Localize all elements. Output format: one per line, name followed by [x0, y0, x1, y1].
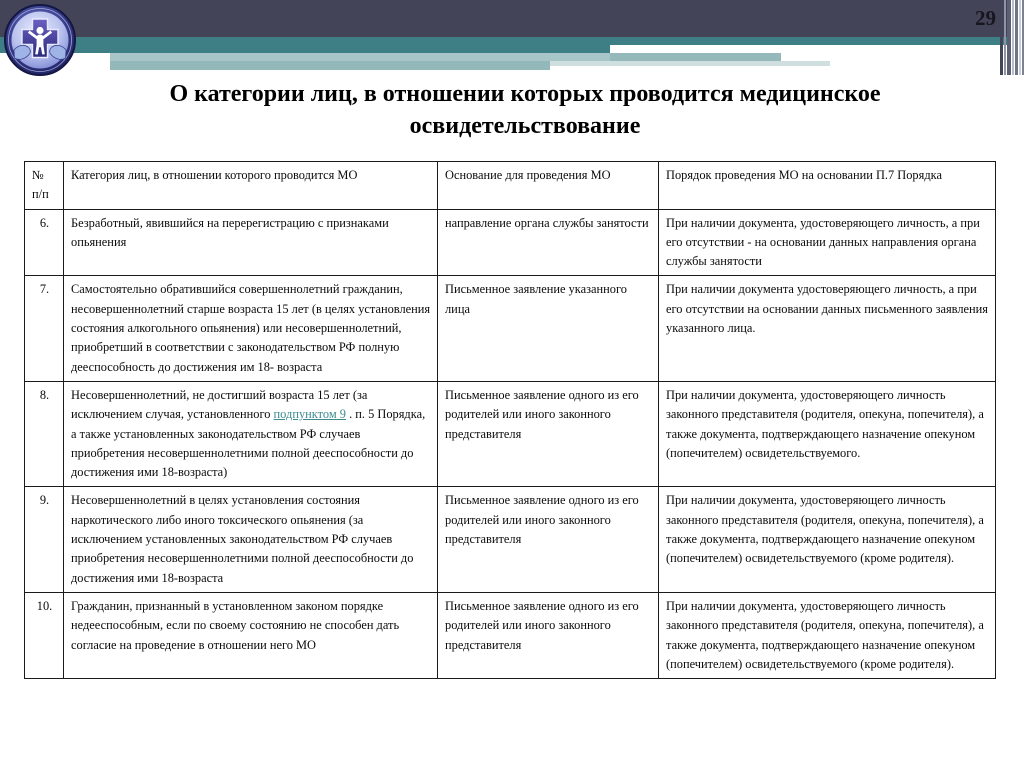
page-number: 29: [975, 6, 996, 30]
column-header-number-line2: п/п: [32, 187, 49, 202]
slide-title: О категории лиц, в отношении которых проводится медицинское освидетельствование: [169, 81, 881, 139]
row-category: Самостоятельно обратившийся совершеннолетний гражданин, несовершеннолетний старше возраста 15 лет (в целях установления состояния алкогольного опьянения) или несовершеннолетний, приобретший в соответствии с законодательством РФ полную дееспособность до достижения им 18- возраста: [64, 276, 438, 381]
row-category-text-before-link: Несовершеннолетний, не достигший возраста 15 лет (за исключением случая, установленного: [71, 387, 368, 422]
row-order: При наличии документа удостоверяющего личность, а при его отсутствии на основании данных письменного заявления указанного лица.: [659, 276, 996, 381]
categories-table-container: [24, 161, 995, 679]
row-category: Несовершеннолетний в целях установления состояния наркотического либо иного токсического опьянения (за исключением установленных законодательством РФ случаев приобретения несовершеннолетними полной дееспособности до достижения ими 18-возраста: [64, 487, 438, 592]
table-row: [25, 487, 996, 592]
column-header-basis: Основание для проведения МО: [438, 162, 659, 210]
row-category: [64, 381, 438, 486]
row-basis: Письменное заявление одного из его родителей или иного законного представителя: [438, 592, 659, 678]
header-notch-right-b: [781, 53, 1010, 61]
table-row: [25, 592, 996, 678]
row-basis: Письменное заявление одного из его родителей или иного законного представителя: [438, 487, 659, 592]
categories-table: [24, 161, 996, 679]
medical-center-emblem-icon: [4, 4, 76, 76]
header-vertical-stripes: [1000, 0, 1024, 75]
slide-header-decoration: [0, 0, 1024, 75]
table-row: [25, 381, 996, 486]
row-category: Гражданин, признанный в установленном законом порядке недееспособным, если по своему состоянию не способен дать согласие на проведение в отношении него МО: [64, 592, 438, 678]
row-number: 9.: [25, 487, 64, 592]
row-order: При наличии документа, удостоверяющего личность законного представителя (родителя, опекуна, попечителя), а также документа, подтверждающего назначение опекуном (попечителем) освидетельствуемого.: [659, 381, 996, 486]
row-number: 8.: [25, 381, 64, 486]
subclause-9-link[interactable]: подпунктом 9: [273, 407, 346, 422]
header-band-dark: [0, 0, 1010, 37]
row-order: При наличии документа, удостоверяющего личность законного представителя (родителя, опекуна, попечителя), а также документа, подтверждающего назначение опекуном (попечителем) освидетельствуемого (кроме родителя).: [659, 592, 996, 678]
header-step-teal-upper: [110, 53, 610, 61]
row-number: 6.: [25, 209, 64, 276]
header-step-teal-lower: [110, 61, 550, 70]
row-order: При наличии документа, удостоверяющего личность законного представителя (родителя, опекуна, попечителя), а также документа, подтверждающего назначение опекуном (попечителем) освидетельствуемого (кроме родителя).: [659, 487, 996, 592]
table-row: [25, 276, 996, 381]
column-header-category: Категория лиц, в отношении которого проводится МО: [64, 162, 438, 210]
row-basis: направление органа службы занятости: [438, 209, 659, 276]
row-basis: Письменное заявление одного из его родителей или иного законного представителя: [438, 381, 659, 486]
column-header-number-line1: №: [32, 168, 44, 182]
table-header-row: [25, 162, 996, 210]
header-notch-right-a: [610, 45, 1010, 53]
row-order: При наличии документа, удостоверяющего личность, а при его отсутствии - на основании данных направления органа службы занятости: [659, 209, 996, 276]
row-category-text-after-link: . п. 5 Порядка, а также установленных законодательством РФ случаев приобретения несовершеннолетними полной дееспособности до достижения ими 18-возраста): [71, 407, 426, 480]
column-header-order: Порядок проведения МО на основании П.7 Порядка: [659, 162, 996, 210]
row-number: 7.: [25, 276, 64, 381]
row-number: 10.: [25, 592, 64, 678]
header-notch-right-c: [830, 61, 1010, 69]
row-basis: Письменное заявление указанного лица: [438, 276, 659, 381]
table-row: [25, 209, 996, 276]
column-header-number: [25, 162, 64, 210]
row-category: Безработный, явившийся на перерегистрацию с признаками опьянения: [64, 209, 438, 276]
